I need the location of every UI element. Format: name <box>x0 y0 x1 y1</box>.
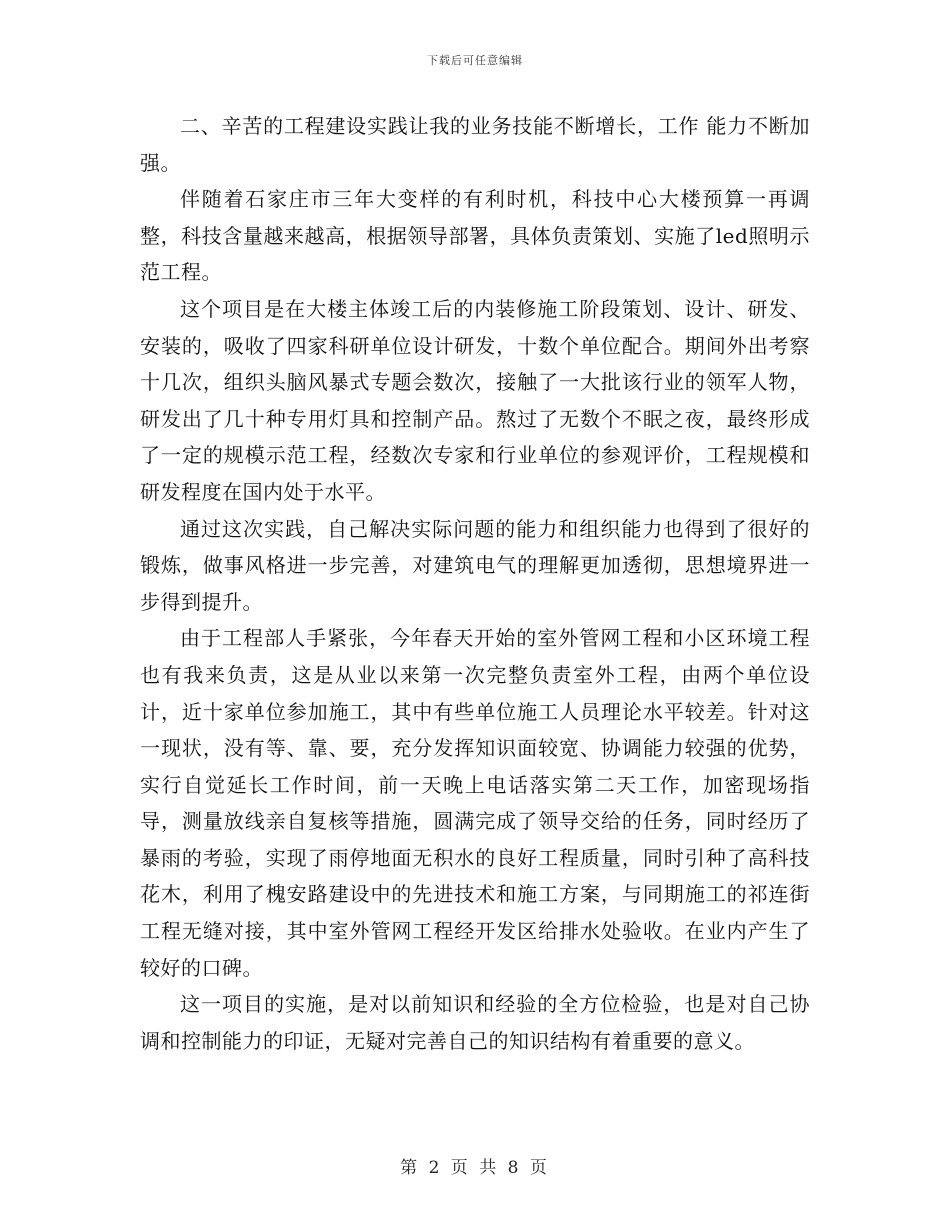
page-number-total: 8 <box>507 1158 522 1178</box>
paragraph: 这个项目是在大楼主体竣工后的内装修施工阶段策划、设计、研发、安装的，吸收了四家科研单位设计研发，十数个单位配合。期间外出考察十几次，组织头脑风暴式专题会数次，接触了一大批该行业的领军人物，研发出了几十种专用灯具和控制产品。熬过了无数个不眠之夜，最终形成了一定的规模示范工程，经数次专家和行业单位的参观评价，工程规模和研发程度在国内处于水平。 <box>140 296 810 504</box>
page-footer <box>0 1153 950 1178</box>
paragraph: 由于工程部人手紧张，今年春天开始的室外管网工程和小区环境工程也有我来负责，这是从业以来第一次完整负责室外工程，由两个单位设计，近十家单位参加施工，其中有些单位施工人员理论水平较差。针对这一现状，没有等、靠、要，充分发挥知识面较宽、协调能力较强的优势，实行自觉延长工作时间，前一天晚上电话落实第二天工作，加密现场指导，测量放线亲自复核等措施，圆满完成了领导交给的任务，同时经历了暴雨的考验，实现了雨停地面无积水的良好工程质量，同时引种了高科技花木，利用了槐安路建设中的先进技术和施工方案，与同期施工的祁连街工程无缝对接，其中室外管网工程经开发区给排水处验收。在业内产生了较好的口碑。 <box>140 626 810 980</box>
paragraph: 这一项目的实施，是对以前知识和经验的全方位检验，也是对自己协调和控制能力的印证，无疑对完善自己的知识结构有着重要的意义。 <box>140 992 810 1053</box>
paragraph: 二、辛苦的工程建设实践让我的业务技能不断增长，工作 能力不断加强。 <box>140 114 810 175</box>
page-label-suffix: 页 <box>529 1158 550 1178</box>
page-number-current: 2 <box>428 1158 443 1178</box>
paragraph: 通过这次实践，自己解决实际问题的能力和组织能力也得到了很好的锻炼，做事风格进一步完善，对建筑电气的理解更加透彻，思想境界进一步得到提升。 <box>140 516 810 614</box>
header-note: 下载后可任意编辑 <box>427 54 523 67</box>
document-body <box>140 108 810 1059</box>
page-label-mid: 页 共 <box>450 1158 500 1178</box>
paragraph: 伴随着石家庄市三年大变样的有利时机，科技中心大楼预算一再调整，科技含量越来越高，根据领导部署，具体负责策划、实施了led照明示范工程。 <box>140 187 810 285</box>
page-label-prefix: 第 <box>400 1158 421 1178</box>
